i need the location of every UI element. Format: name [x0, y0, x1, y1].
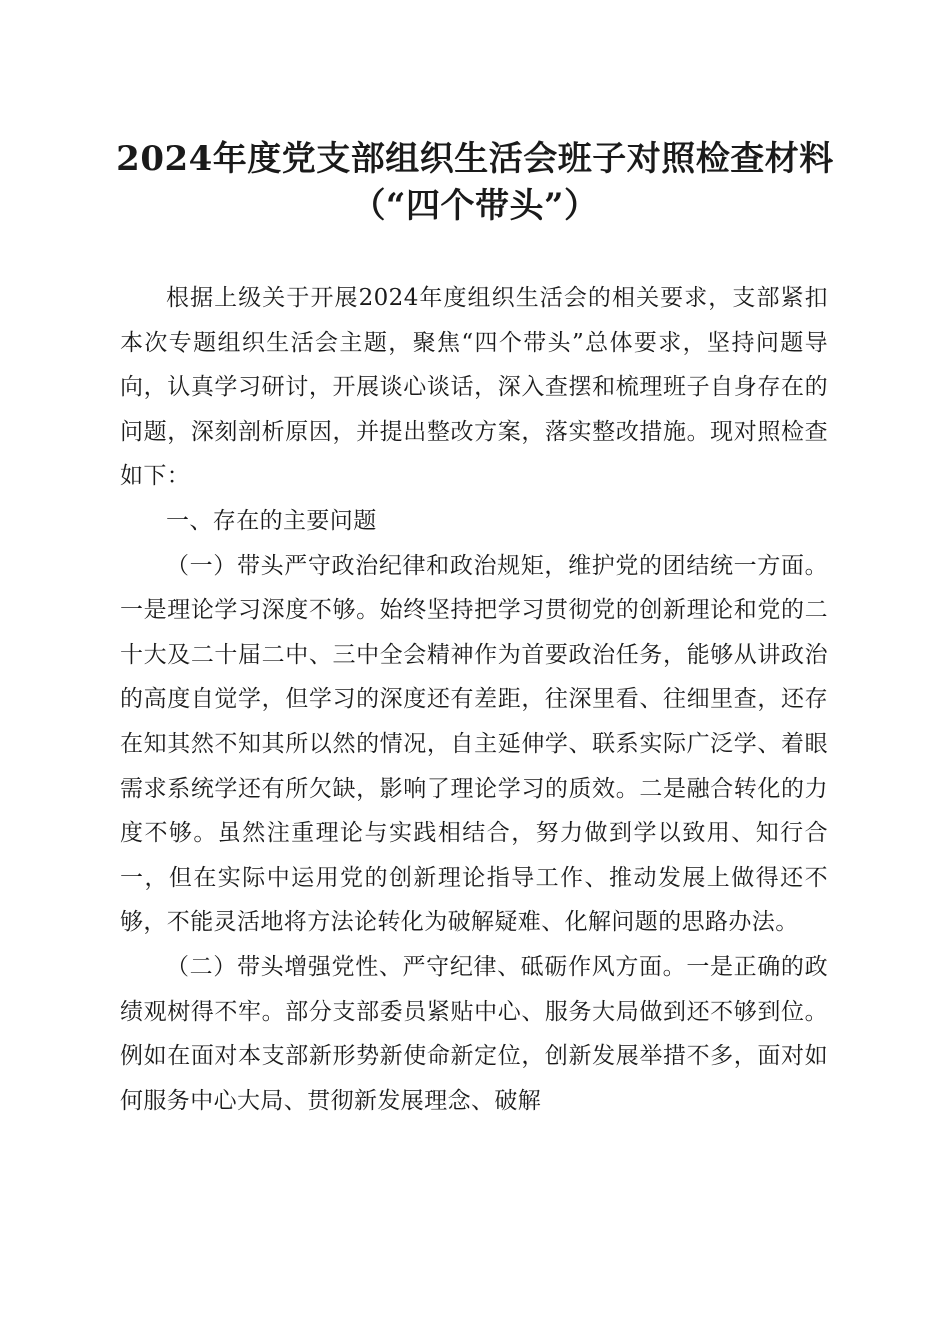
section-heading-main-problems: 一、存在的主要问题	[166, 507, 377, 534]
problem-2-lead: （二）带头增强党性、严守纪律、砥砺作风方面。	[166, 953, 687, 980]
problem-1-lead: （一）带头严守政治纪律和政治规矩，维护党的团结统一方面。	[166, 552, 828, 579]
document-title: 2024年度党支部组织生活会班子对照检查材料（“四个带头”）	[116, 139, 834, 226]
problem-2-text: 一是正确的政绩观树得不牢。部分支部委员紧贴中心、服务大局做到还不够到位。例如在面对本支部新形势新使命新定位，创新发展举措不多，面对如何服务中心大局、贯彻新发展理念、破解	[120, 953, 828, 1114]
problem-paragraph-1	[120, 544, 828, 945]
problem-paragraph-2	[120, 945, 828, 1123]
intro-paragraph: 根据上级关于开展2024年度组织生活会的相关要求，支部紧扣本次专题组织生活会主题，聚焦“四个带头”总体要求，坚持问题导向，认真学习研讨，开展谈心谈话，深入查摆和梳理班子自身存在的问题，深刻剖析原因，并提出整改方案，落实整改措施。现对照检查如下：	[120, 285, 828, 490]
document-body	[120, 276, 828, 1123]
problem-1-text: 一是理论学习深度不够。始终坚持把学习贯彻党的创新理论和党的二十大及二十届二中、三中全会精神作为首要政治任务，能够从讲政治的高度自觉学，但学习的深度还有差距，往深里看、往细里查，还存在知其然不知其所以然的情况，自主延伸学、联系实际广泛学、着眼需求系统学还有所欠缺，影响了理论学习的质效。二是融合转化的力度不够。虽然注重理论与实践相结合，努力做到学以致用、知行合一，但在实际中运用党的创新理论指导工作、推动发展上做得还不够，不能灵活地将方法论转化为破解疑难、化解问题的思路办法。	[120, 597, 828, 936]
